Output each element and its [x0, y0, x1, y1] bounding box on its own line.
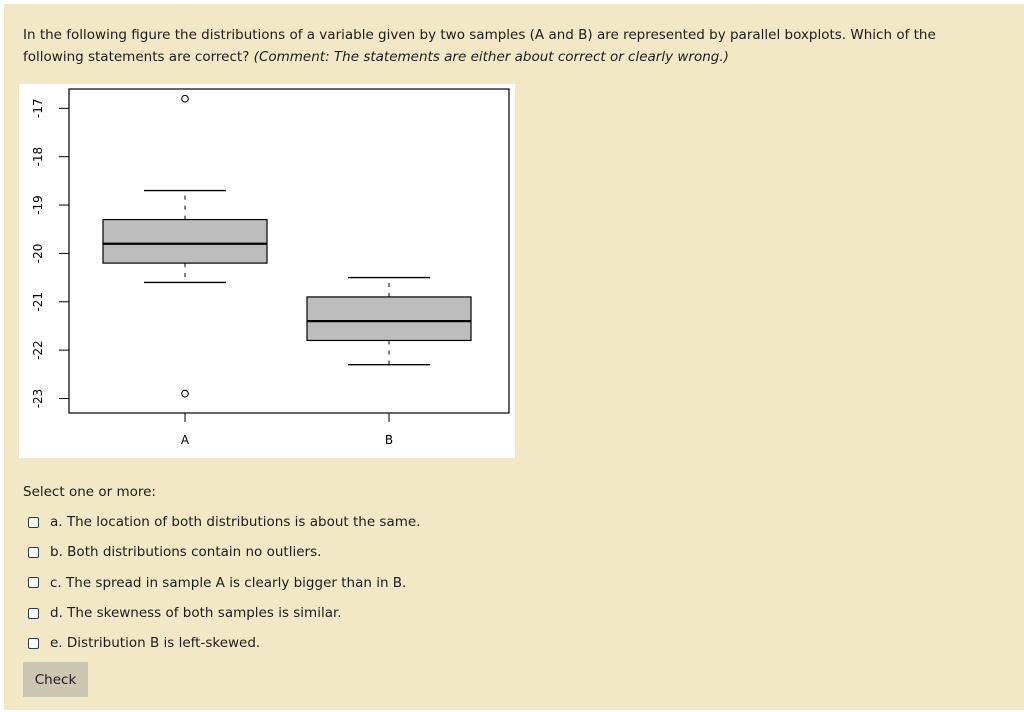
- question-text: [23, 24, 983, 68]
- option-a-text: The location of both distributions is about the same.: [66, 514, 421, 531]
- option-a-checkbox[interactable]: [28, 517, 39, 528]
- option-d[interactable]: [28, 598, 420, 628]
- option-a-letter: a.: [50, 514, 63, 531]
- y-tick-label: -17: [31, 98, 45, 119]
- option-d-checkbox[interactable]: [28, 608, 39, 619]
- option-a[interactable]: [28, 507, 420, 537]
- question-comment: (Comment: The statements are either about correct or clearly wrong.): [253, 49, 729, 65]
- y-tick-label: -20: [31, 243, 45, 264]
- box-B: [307, 297, 471, 341]
- check-button[interactable]: Check: [23, 662, 88, 697]
- y-tick-label: -18: [31, 146, 45, 167]
- option-c-text: The spread in sample A is clearly bigger than in B.: [66, 574, 407, 591]
- option-c[interactable]: [28, 568, 420, 598]
- option-c-letter: c.: [50, 574, 62, 591]
- y-tick-label: -22: [31, 340, 45, 360]
- option-b-checkbox[interactable]: [28, 547, 39, 558]
- option-e-letter: e.: [50, 635, 63, 652]
- question-body: In the following figure the distributions of a variable given by two samples (A and B) are represented by parallel boxplots. Which of the following statements are correct?: [23, 27, 936, 65]
- option-d-text: The skewness of both samples is similar.: [67, 605, 342, 622]
- option-e[interactable]: [28, 628, 420, 658]
- option-e-text: Distribution B is left-skewed.: [66, 635, 261, 652]
- option-b-text: Both distributions contain no outliers.: [67, 544, 322, 561]
- select-instruction: Select one or more:: [23, 484, 156, 500]
- boxplot-chart: [19, 84, 515, 458]
- x-tick-label: A: [180, 433, 190, 447]
- quiz-panel: [4, 4, 1024, 710]
- y-tick-label: -23: [31, 388, 45, 409]
- outlier-point: [182, 95, 189, 102]
- answer-options: [28, 507, 420, 658]
- box-A: [103, 220, 267, 264]
- option-b[interactable]: [28, 537, 420, 567]
- option-e-checkbox[interactable]: [28, 638, 39, 649]
- option-c-checkbox[interactable]: [28, 577, 39, 588]
- x-tick-label: B: [384, 433, 394, 447]
- y-tick-label: -19: [31, 195, 45, 215]
- y-tick-label: -21: [31, 291, 45, 312]
- boxplot-figure: [19, 84, 515, 458]
- option-d-letter: d.: [50, 605, 63, 622]
- option-b-letter: b.: [50, 544, 63, 561]
- outlier-point: [182, 390, 189, 397]
